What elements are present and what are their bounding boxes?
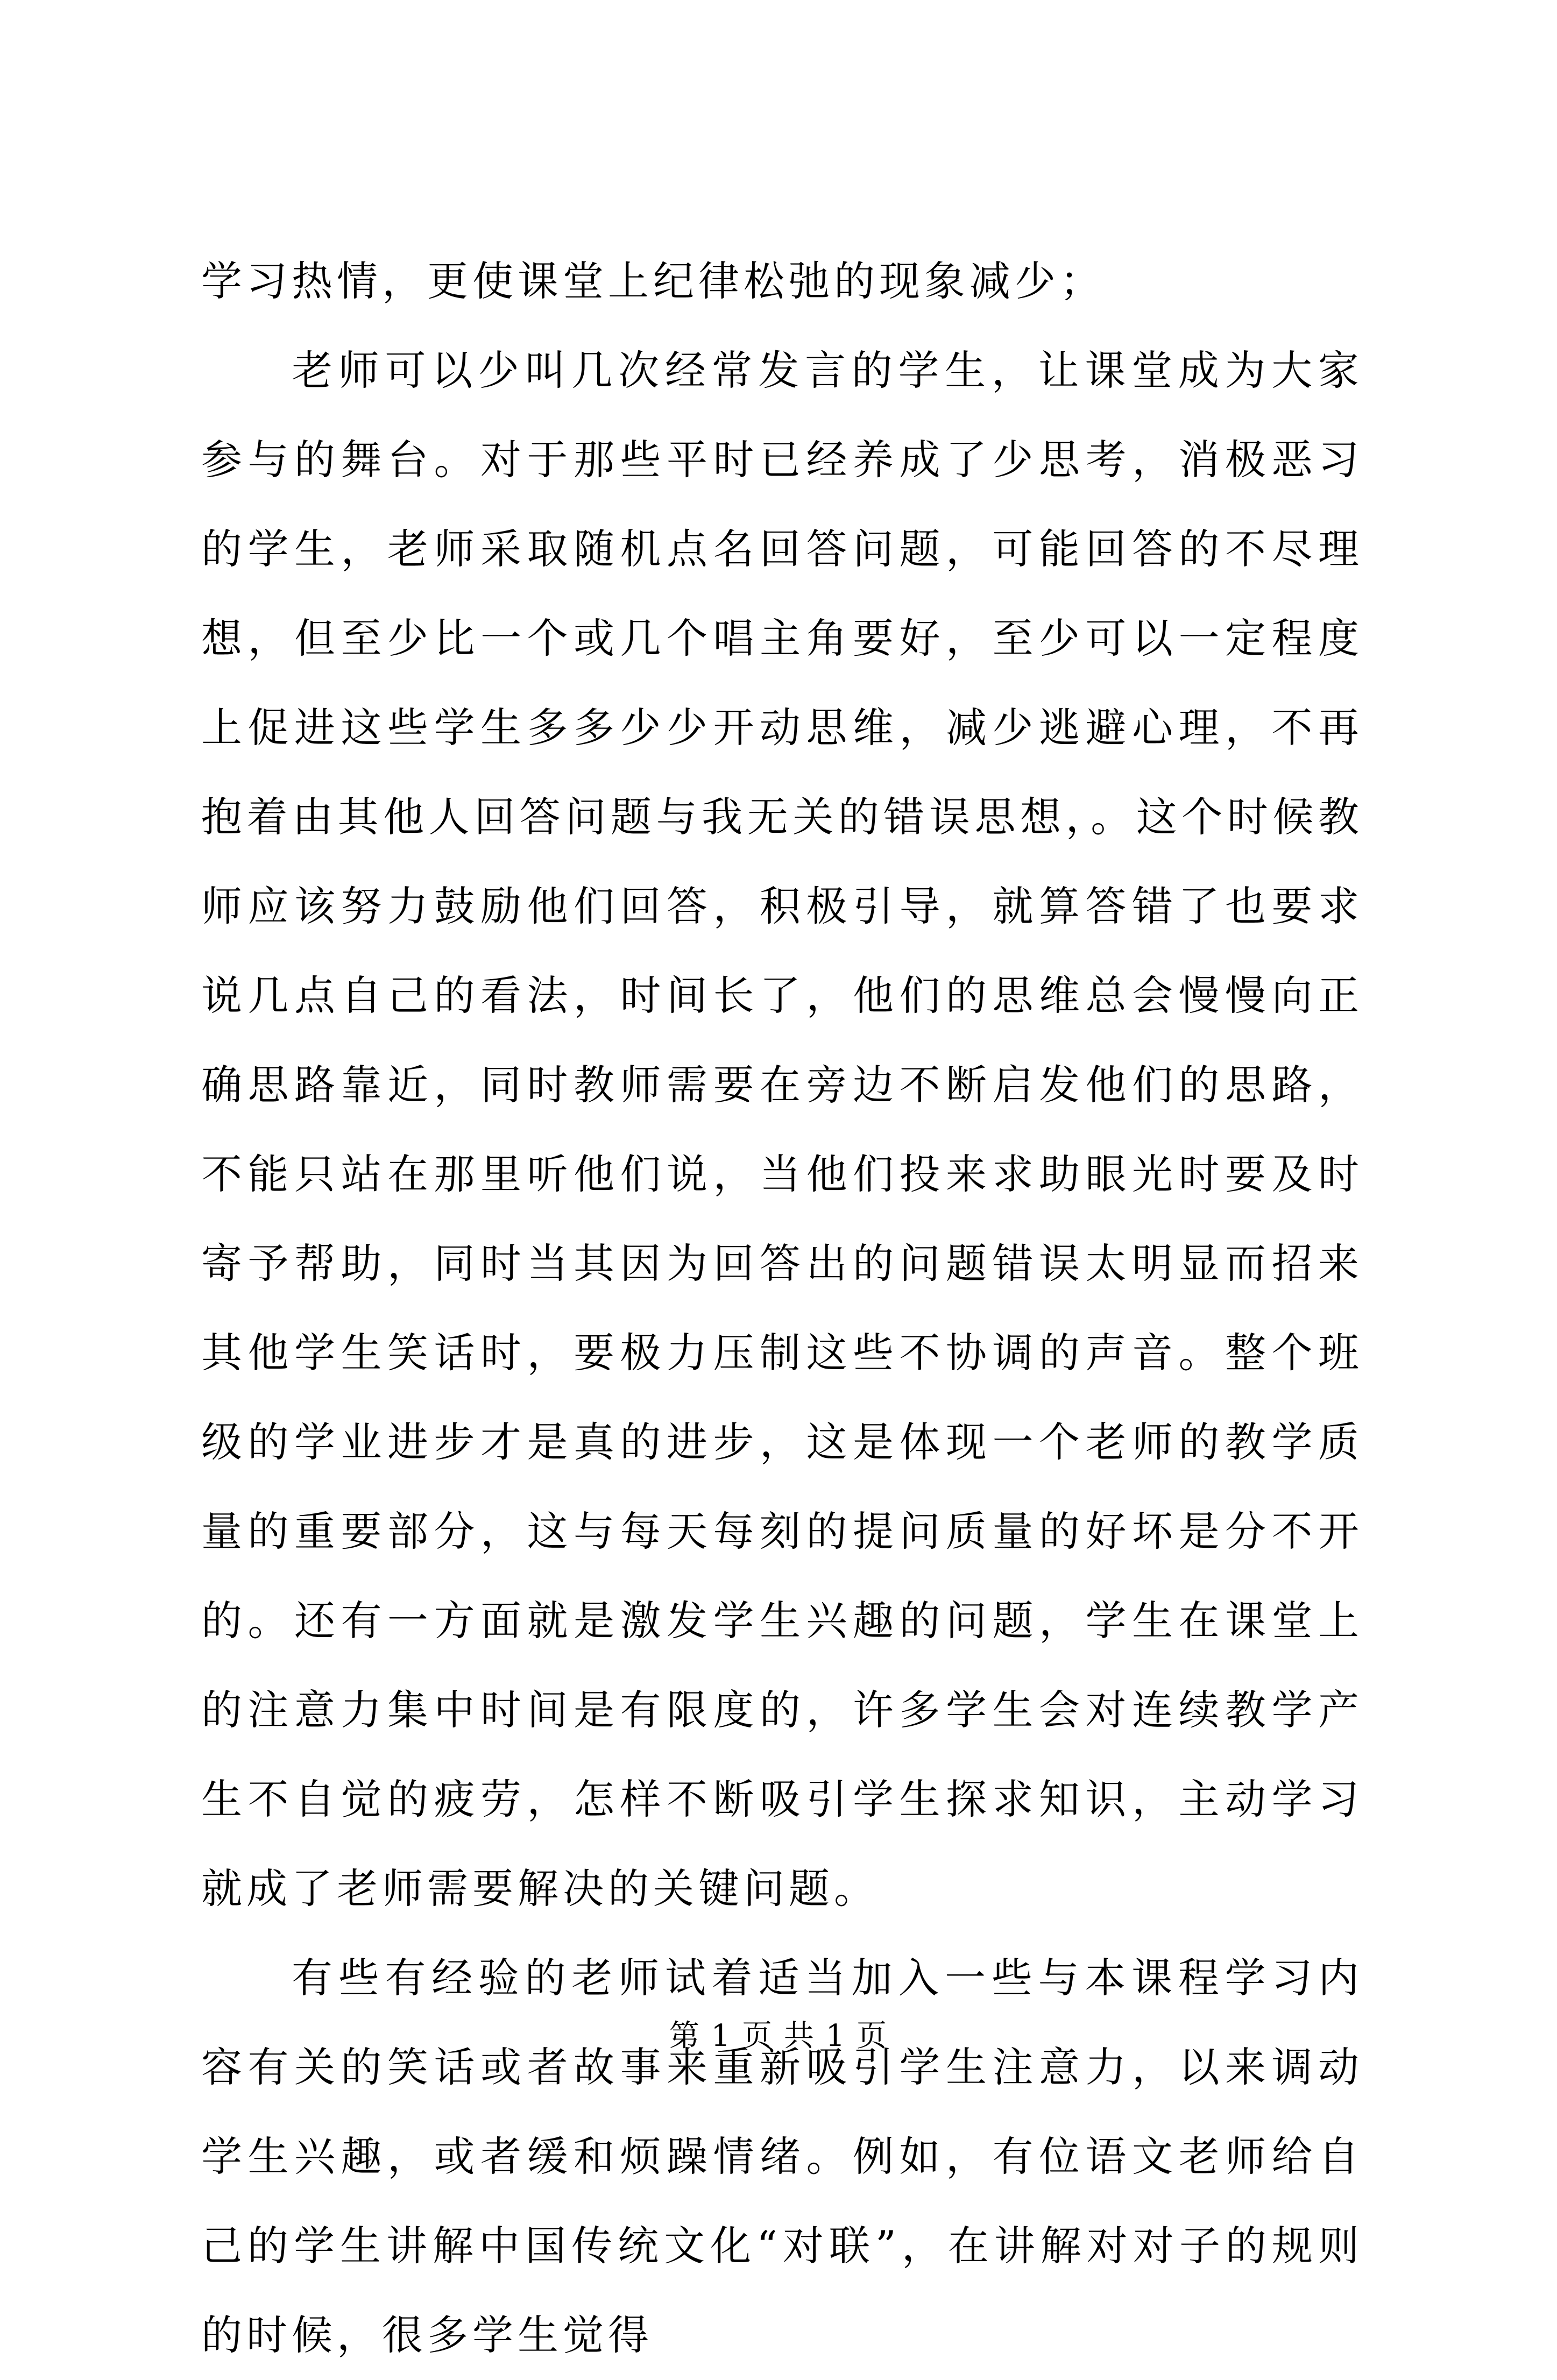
paragraph-1: 学习热情，更使课堂上纪律松弛的现象减少；: [201, 257, 1105, 305]
page-footer: 第 1 页 共 1 页: [669, 2018, 888, 2053]
paragraph-2: 老师可以少叫几次经常发言的学生，让课堂成为大家参与的舞台。对于那些平时已经养成了少思考，消极恶习的学生，老师采取随机点名回答问题，可能回答的不尽理想，但至少比一个或几个唱主角要好，至少可以一定程度上促进这些学生多多少少开动思维，减少逃避心理，不再抱着由其他人回答问题与我无关的错误思想，。这个时候教师应该努力鼓励他们回答，积极引导，就算答错了也要求说几点自己的看法，时间长了，他们的思维总会慢慢向正确思路靠近，同时教师需要在旁边不断启发他们的思路，不能只站在那里听他们说，当他们投来求助眼光时要及时寄予帮助，同时当其因为回答出的问题错误太明显而招来其他学生笑话时，要极力压制这些不协调的声音。整个班级的学业进步才是真的进步，这是体现一个老师的教学质量的重要部分，这与每天每刻的提问质量的好坏是分不开的。还有一方面就是激发学生兴趣的问题，学生在课堂上的注意力集中时间是有限度的，许多学生会对连续教学产生不自觉的疲劳，怎样不断吸引学生探求知识，主动学习就成了老师需要解决的关键问题。: [201, 346, 1363, 1912]
paragraph-3: 有些有经验的老师试着适当加入一些与本课程学习内容有关的笑话或者故事来重新吸引学生注意力，以来调动学生兴趣，或者缓和烦躁情绪。例如，有位语文老师给自己的学生讲解中国传统文化“对联”，在讲解对对子的规则的时候，很多学生觉得: [201, 1954, 1363, 2359]
body-text: [201, 237, 1363, 2380]
